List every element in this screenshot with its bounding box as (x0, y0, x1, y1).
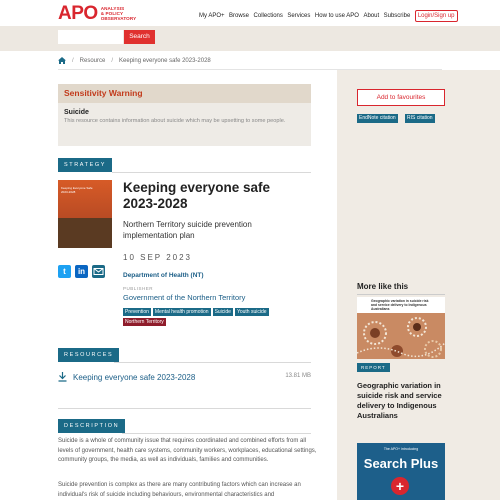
nav-how-to-use[interactable]: How to use APO (314, 13, 359, 19)
breadcrumb-separator: / (72, 57, 74, 64)
nav-my-apo[interactable]: My APO+ (199, 13, 225, 19)
apo-logo[interactable] (58, 4, 136, 23)
cover-title: Keeping Everyone Safe 2023-2028 (61, 186, 93, 194)
endnote-citation-button[interactable]: EndNote citation (359, 115, 396, 121)
related-report-thumbnail[interactable] (357, 297, 445, 359)
breadcrumb (58, 57, 211, 64)
nav-services[interactable]: Services (287, 13, 311, 19)
home-icon[interactable] (58, 57, 66, 64)
subject-tags (123, 308, 313, 326)
tag-youth-suicide[interactable]: Youth suicide (236, 309, 267, 315)
search-bar (0, 26, 500, 51)
search-plus-promo[interactable] (357, 443, 445, 500)
strategy-rule (112, 172, 311, 173)
related-report-title[interactable]: Geographic variation in suicide risk and service delivery to Indigenous Australians (357, 381, 442, 420)
document-subtitle: Northern Territory suicide prevention implementation plan (123, 220, 252, 240)
strategy-label: STRATEGY (58, 158, 112, 172)
sensitivity-warning (58, 84, 311, 146)
aboriginal-art-image (357, 313, 445, 359)
report-label: REPORT (357, 363, 390, 372)
plus-icon: + (391, 477, 409, 495)
add-to-favourites-button[interactable]: Add to favourites (357, 89, 445, 106)
download-icon[interactable] (58, 372, 67, 382)
document-publisher[interactable]: Government of the Northern Territory (123, 293, 246, 302)
nav-browse[interactable]: Browse (229, 13, 250, 19)
breadcrumb-current: Keeping everyone safe 2023-2028 (119, 57, 211, 64)
breadcrumb-resource[interactable]: Resource (79, 57, 106, 64)
divider (58, 408, 311, 409)
logo-text: APO (58, 3, 98, 24)
publisher-label: PUBLISHER (123, 286, 154, 291)
nav-collections[interactable]: Collections (253, 13, 283, 19)
twitter-icon[interactable]: t (58, 265, 71, 278)
document-title: Keeping everyone safe 2023-2028 (123, 180, 271, 211)
description-rule (122, 433, 311, 434)
more-like-this-heading: More like this (357, 282, 409, 291)
linkedin-icon[interactable]: in (75, 265, 88, 278)
document-cover[interactable] (58, 180, 112, 248)
description-label: DESCRIPTION (58, 419, 125, 433)
email-icon[interactable] (92, 265, 105, 278)
resource-file-size: 13.81 MB (285, 373, 311, 379)
resource-file[interactable] (58, 370, 311, 384)
logo-subtitle: ANALYSIS & POLICY OBSERVATORY (100, 5, 137, 22)
tag-northern-territory[interactable]: Northern Territory (125, 319, 164, 325)
tag-mental-health-promotion[interactable]: Mental health promotion (154, 309, 209, 315)
nav-about[interactable]: About (363, 13, 380, 19)
site-header (0, 0, 500, 26)
search-button[interactable]: Search (124, 30, 155, 44)
warning-text: This resource contains information about suicide which may be upsetting to some people. (64, 118, 286, 124)
warning-title: Suicide (64, 109, 89, 116)
document-date: 10 SEP 2023 (123, 253, 193, 262)
thumbnail-title: Geographic variation in suicide risk and service delivery to Indigenous Australians (371, 299, 429, 311)
document-author[interactable]: Department of Health (NT) (123, 272, 204, 279)
description-paragraph: Suicide prevention is complex as there are many contributing factors which can increase an individual's risk of suicide including behaviours, environmental characteristics and (58, 482, 301, 498)
description-paragraph: Suicide is a whole of community issue that requires coordinated and combined efforts from all levels of government, health care systems, community workers, workplaces, educational settings, community groups, the media, as well as individuals, families and communities. (58, 438, 317, 463)
promo-kicker: The APO+ introducing (383, 447, 419, 451)
promo-title: Search Plus (363, 456, 439, 471)
ris-citation-button[interactable]: RIS citation (407, 115, 433, 121)
warning-heading: Sensitivity Warning (58, 84, 311, 103)
login-button[interactable]: Login/Sign up (415, 10, 458, 22)
divider (357, 294, 445, 295)
tag-suicide[interactable]: Suicide (214, 309, 231, 315)
tag-prevention[interactable]: Prevention (125, 309, 149, 315)
nav-subscribe[interactable]: Subscribe (383, 13, 411, 19)
resource-file-link[interactable]: Keeping everyone safe 2023-2028 (73, 372, 196, 382)
search-input[interactable] (58, 30, 123, 44)
resources-label: RESOURCES (58, 348, 119, 362)
resources-rule (114, 362, 311, 363)
breadcrumb-separator: / (111, 57, 114, 64)
main-nav (199, 10, 458, 22)
